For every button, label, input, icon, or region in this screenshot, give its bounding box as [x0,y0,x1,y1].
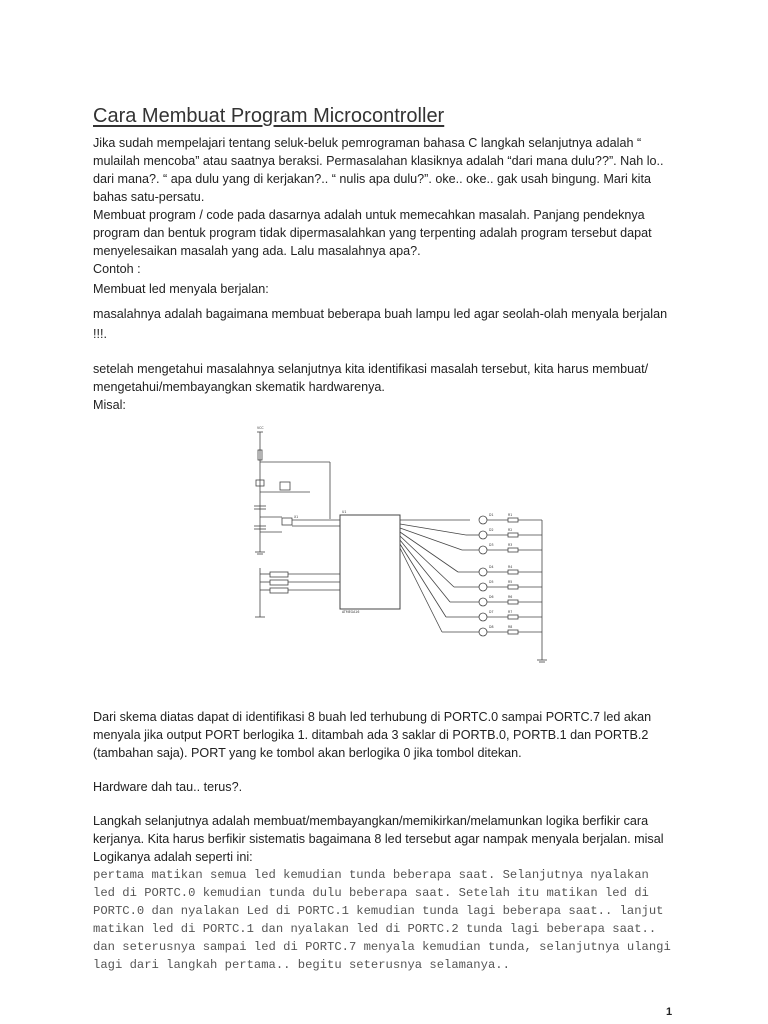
resistor-label: R5 [508,580,513,584]
led-label: D6 [489,595,494,599]
resistor-label: R7 [508,610,513,614]
ic-label: U1 [342,510,347,514]
paragraph-intro: Jika sudah mempelajari tentang seluk-beluk pemrograman bahasa C langkah selanjutnya adalah “ mulailah mencoba” atau saatnya beraksi. Permasalahan klasiknya adalah “dari mana dulu??”. Nah lo.. dari mana?. “ apa dulu yang di kerjakan?.. “ nulis apa dulu?”. oke.. oke.. gak usah bingung. Mari kita bahas satu-persatu. [93,136,664,204]
led-label: D3 [489,543,494,547]
led-label: D8 [489,625,494,629]
paragraph-problem: Membuat program / code pada dasarnya adalah untuk memecahkan masalah. Panjang pendeknya program dan bentuk program tidak dipermasalahkan yang terpenting adalah program tersebut dapat menyelesaikan masalah yang ada. Lalu masalahnya apa?. [93,208,652,258]
led-label: D2 [489,528,494,532]
led-label: D4 [489,565,494,569]
led-label: D5 [489,580,494,584]
example-title: Membuat led menyala berjalan: [93,282,269,296]
misal-label: Misal: [93,398,126,412]
resistor-label: R4 [508,565,513,569]
resistor-label: R8 [508,625,513,629]
logic-code-block: pertama matikan semua led kemudian tunda beberapa saat. Selanjutnya nyalakan led di PORTC.0 kemudian tunda dulu beberapa saat. Setelah itu matikan led di PORTC.0 dan nyalakan Led di PORTC.1 kemudian tunda lagi beberapa saat.. lanjut matikan led di PORTC.1 dan nyalakan led di PORTC.2 tunda lagi beberapa saat.. dan seterusnya sampai led di PORTC.7 menyala kemudian tunda, selanjutnya ulangi lagi dari langkah pertama.. begitu seterusnya selamanya.. [93,868,671,972]
circuit-schematic [240,422,560,672]
resistor-label: R6 [508,595,513,599]
paragraph-analysis: Dari skema diatas dapat di identifikasi 8 buah led terhubung di PORTC.0 sampai PORTC.7 led akan menyala jika output PORT berlogika 1. ditambah ada 3 saklar di PORTB.0, PORTB.1 dan PORTB.2 (tambahan saja). PORT yang ke tombol akan berlogika 0 jika tombol ditekan. [93,710,652,760]
paragraph-logic: Langkah selanjutnya adalah membuat/membayangkan/memikirkan/melamunkan logika berfikir cara kerjanya. Kita harus berfikir sistematis bagaimana 8 led tersebut agar nampak menyala berjalan. misal Logikanya adalah seperti ini: [93,814,664,864]
crystal-label: X1 [294,515,299,519]
led-label: D1 [489,513,494,517]
page-title: Cara Membuat Program Microcontroller [93,105,445,127]
led-label: D7 [489,610,494,614]
resistor-label: R1 [508,513,513,517]
vcc-label: VCC [257,426,264,430]
paragraph-identify: setelah mengetahui masalahnya selanjutnya kita identifikasi masalah tersebut, kita harus membuat/ mengetahui/membayangkan skematik hardwarenya. [93,362,649,394]
example-label: Contoh : [93,262,141,276]
paragraph-next: Hardware dah tau.. terus?. [93,780,243,794]
paragraph-issue: masalahnya adalah bagaimana membuat beberapa buah lampu led agar seolah-olah menyala berjalan !!!. [93,307,668,341]
resistor-label: R2 [508,528,513,532]
page-number: 1 [666,1006,673,1018]
document-body-lower [93,708,673,974]
ic-part-label: ATMEGA16 [342,610,360,614]
resistor-label: R3 [508,543,513,547]
document-body [93,104,673,414]
